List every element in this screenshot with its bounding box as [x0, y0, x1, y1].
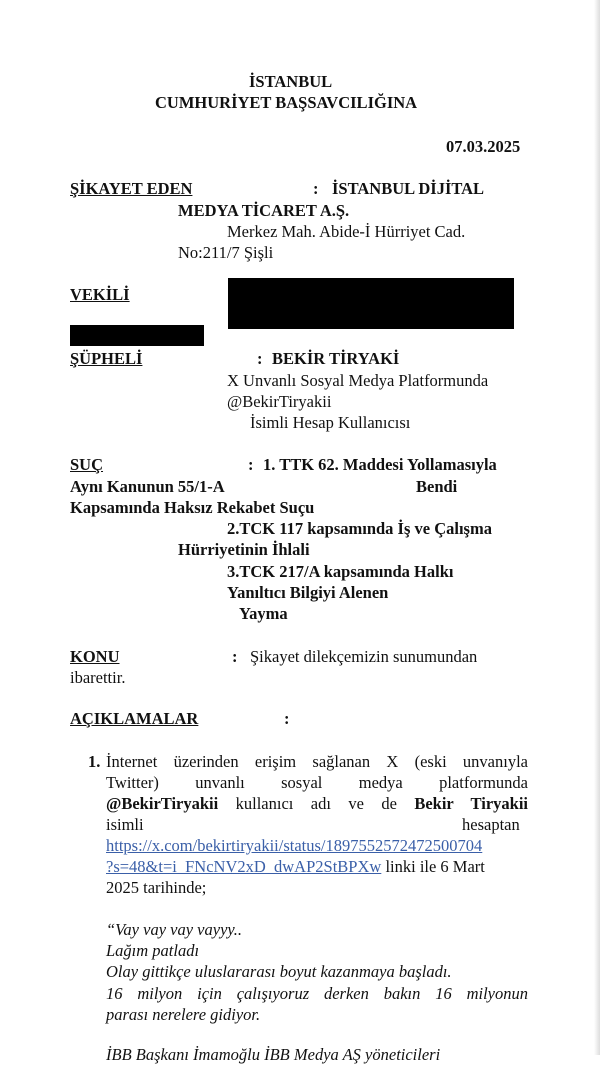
- tweet-link-line1[interactable]: https://x.com/bekirtiryakii/status/1897552572472500704: [106, 836, 483, 855]
- crime-line2a: Aynı Kanunun 55/1-A: [70, 477, 225, 496]
- quote-line1: “Vay vay vay vayyy..: [106, 920, 243, 939]
- paragraph-line5-after: linki ile 6 Mart: [381, 857, 485, 876]
- crime-line8: Yayma: [239, 604, 288, 623]
- subject-label: KONU: [70, 647, 120, 666]
- crime-line6: 3.TCK 217/A kapsamında Halkı: [227, 562, 454, 581]
- quote-line5: parası nerelere gidiyor.: [106, 1005, 261, 1024]
- crime-line3: Kapsamında Haksız Rekabet Suçu: [70, 498, 315, 517]
- suspect-account-name: Bekir Tiryakii: [414, 794, 528, 813]
- crime-colon: :: [248, 455, 254, 474]
- attorney-label: VEKİLİ: [70, 285, 130, 304]
- subject-text-line2: ibarettir.: [70, 668, 126, 687]
- crime-line4: 2.TCK 117 kapsamında İş ve Çalışma: [227, 519, 492, 538]
- crime-line2b: Bendi: [416, 477, 458, 496]
- suspect-desc-line1: X Unvanlı Sosyal Medya Platformunda: [227, 371, 489, 390]
- redacted-attorney-name: [228, 278, 514, 329]
- suspect-name: BEKİR TİRYAKİ: [272, 349, 400, 368]
- complainant-address-line2: No:211/7 Şişli: [178, 243, 274, 262]
- paragraph-line2: Twitter) unvanlı sosyal medya platformunda: [106, 773, 528, 792]
- redacted-attorney-extra: [70, 325, 204, 346]
- suspect-desc-line3: İsimli Hesap Kullanıcısı: [250, 413, 411, 432]
- quote-line3: Olay gittikçe uluslararası boyut kazanmaya başladı.: [106, 962, 452, 981]
- paragraph-line4a: isimli: [106, 815, 144, 834]
- explanations-colon: :: [284, 709, 290, 728]
- complainant-address-line1: Merkez Mah. Abide-İ Hürriyet Cad.: [227, 222, 466, 241]
- complainant-colon: :: [313, 179, 319, 198]
- quote-line2: Lağım patladı: [106, 941, 200, 960]
- suspect-colon: :: [257, 349, 263, 368]
- crime-label: SUÇ: [70, 455, 104, 474]
- quote-line6-cut: İBB Başkanı İmamoğlu İBB Medya AŞ yöneticileri: [106, 1045, 441, 1064]
- page-edge-shadow: [594, 0, 600, 1055]
- item-number: 1.: [88, 752, 101, 771]
- paragraph-line5: [106, 857, 485, 877]
- explanations-label: AÇIKLAMALAR: [70, 709, 199, 728]
- subject-colon: :: [232, 647, 238, 666]
- addressee-office: CUMHURİYET BAŞSAVCILIĞINA: [155, 93, 418, 112]
- suspect-handle: @BekirTiryakii: [106, 794, 219, 813]
- complainant-name-line2: MEDYA TİCARET A.Ş.: [178, 201, 350, 220]
- tweet-link-line2[interactable]: ?s=48&t=i_FNcNV2xD_dwAP2StBPXw: [106, 857, 382, 876]
- complainant-name-line1: İSTANBUL DİJİTAL: [332, 179, 485, 198]
- paragraph-line3-mid: kullanıcı adı ve de: [218, 794, 415, 813]
- suspect-desc-line2: @BekirTiryakii: [227, 392, 332, 411]
- crime-line7: Yanıltıcı Bilgiyi Alenen: [227, 583, 389, 602]
- document-date: 07.03.2025: [446, 137, 521, 156]
- paragraph-line4b: hesaptan: [462, 815, 520, 834]
- paragraph-line1: İnternet üzerinden erişim sağlanan X (eski unvanıyla: [106, 752, 528, 771]
- suspect-label: ŞÜPHELİ: [70, 349, 143, 368]
- complainant-label: ŞİKAYET EDEN: [70, 179, 193, 198]
- quote-line4: 16 milyon için çalışıyoruz derken bakın 16 milyonun: [106, 984, 528, 1003]
- paragraph-line6: 2025 tarihinde;: [106, 878, 207, 897]
- addressee-city: İSTANBUL: [249, 72, 333, 91]
- crime-line5: Hürriyetinin İhlali: [178, 540, 310, 559]
- subject-text-line1: Şikayet dilekçemizin sunumundan: [250, 647, 478, 666]
- paragraph-line3: [106, 794, 528, 814]
- crime-line1: 1. TTK 62. Maddesi Yollamasıyla: [263, 455, 497, 474]
